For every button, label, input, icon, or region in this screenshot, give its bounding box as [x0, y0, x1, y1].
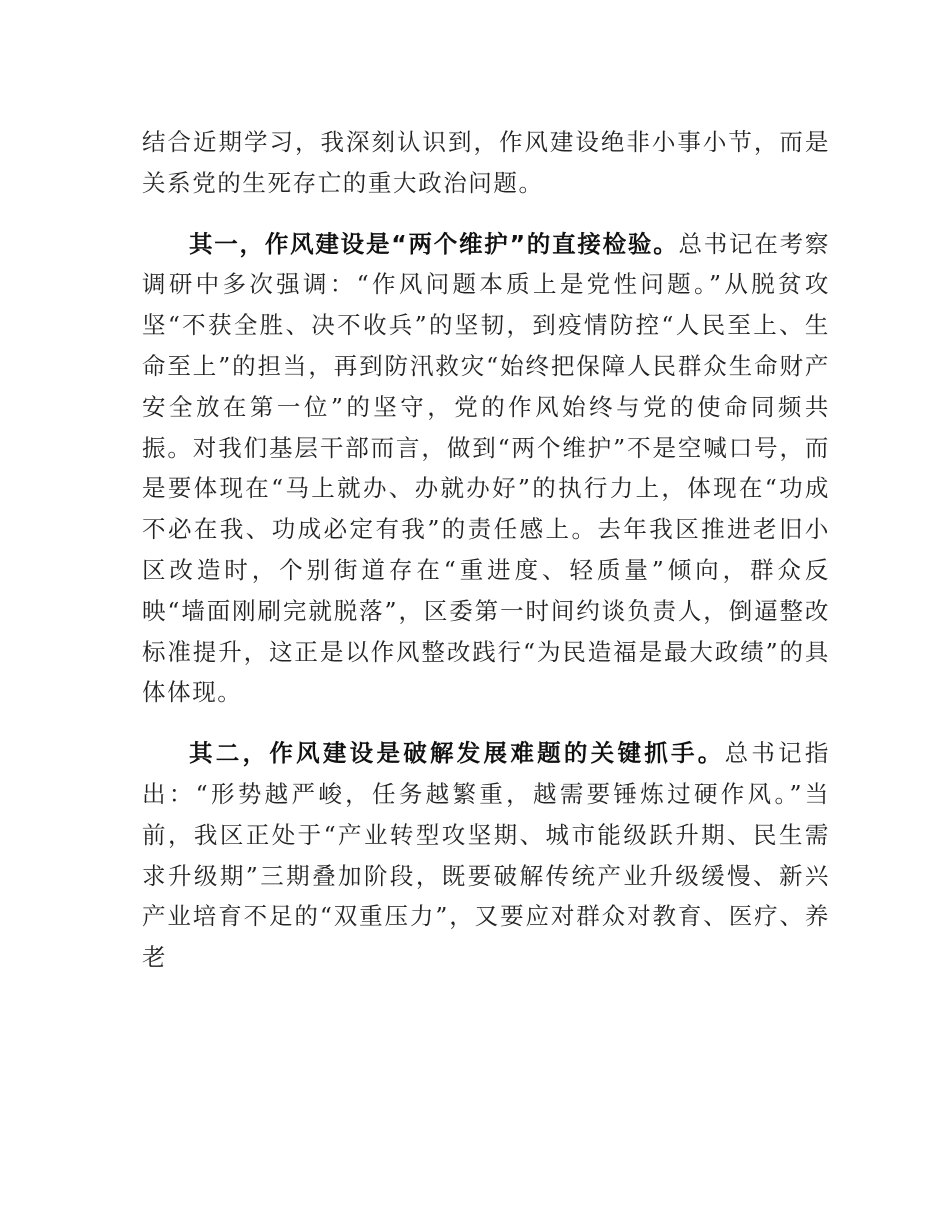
point-one-paragraph — [142, 224, 830, 714]
paragraph-lead: 其一，作风建设是“两个维护”的直接检验。 — [189, 229, 679, 258]
point-two-paragraph — [142, 733, 830, 978]
paragraph-text: 总书记在考察调研中多次强调：“作风问题本质上是党性问题。”从脱贫攻坚“不获全胜、决不收兵”的坚韧，到疫情防控“人民至上、生命至上”的担当，再到防汛救灾“始终把保障人民群众生命财产安全放在第一位”的坚守，党的作风始终与党的使命同频共振。对我们基层干部而言，做到“两个维护”不是空喊口号，而是要体现在“马上就办、办就办好”的执行力上，体现在“功成不必在我、功成必定有我”的责任感上。去年我区推进老旧小区改造时，个别街道存在“重进度、轻质量”倾向，群众反映“墙面刚刷完就脱落”，区委第一时间约谈负责人，倒逼整改标准提升，这正是以作风整改践行“为民造福是最大政绩”的具体体现。 — [142, 229, 830, 707]
paragraph-gap — [142, 713, 830, 733]
intro-paragraph — [142, 122, 830, 204]
paragraph-text: 结合近期学习，我深刻认识到，作风建设绝非小事小节，而是关系党的生死存亡的重大政治问题。 — [142, 128, 830, 197]
document-body — [142, 122, 830, 978]
paragraph-text: 总书记指出：“形势越严峻，任务越繁重，越需要锤炼过硬作风。”当前，我区正处于“产业转型攻坚期、城市能级跃升期、民生需求升级期”三期叠加阶段，既要破解传统产业升级缓慢、新兴产业培育不足的“双重压力”，又要应对群众对教育、医疗、养老 — [142, 739, 830, 972]
paragraph-lead: 其二，作风建设是破解发展难题的关键抓手。 — [189, 739, 725, 768]
paragraph-gap — [142, 204, 830, 224]
